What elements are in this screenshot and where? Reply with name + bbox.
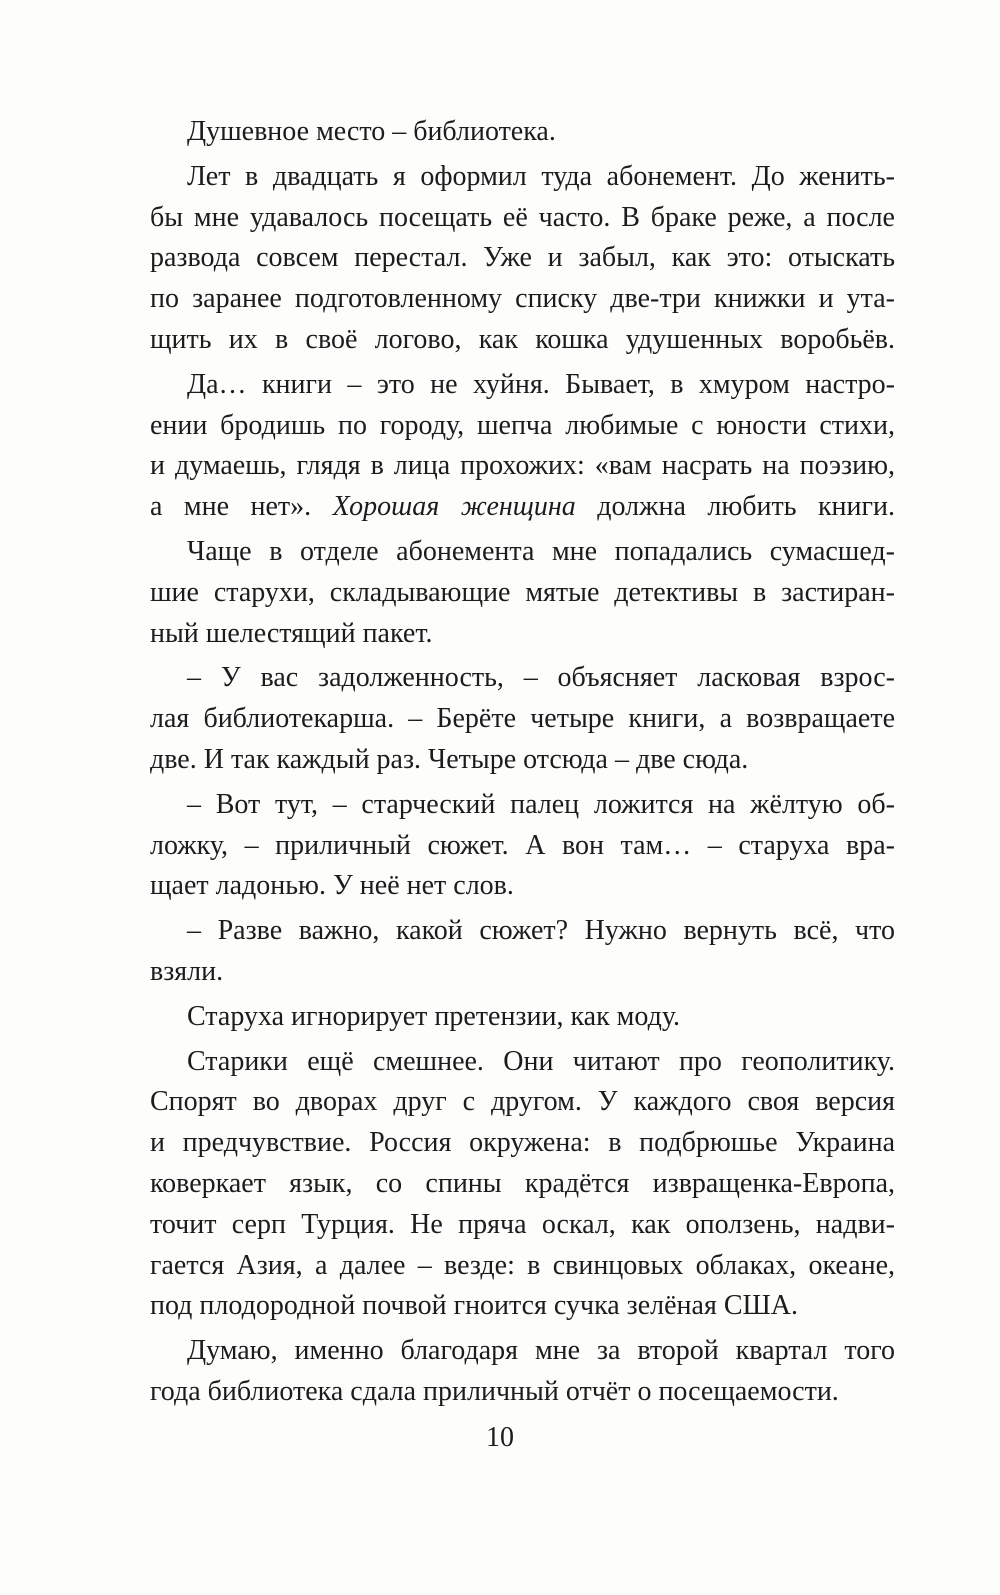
paragraph-6 bbox=[150, 785, 895, 907]
text-line: взяли. bbox=[150, 955, 224, 987]
paragraph-2 bbox=[150, 157, 895, 361]
text-line: ный шелестящий пакет. bbox=[150, 617, 433, 649]
text-line: развода совсем перестал. Уже и забыл, как это: отыскать bbox=[150, 242, 895, 274]
text-line: Чаще в отделе абонемента мне попадались сумасшед- bbox=[187, 535, 895, 567]
text-line: лая библиотекарша. – Берёте четыре книги, а возвращаете bbox=[150, 703, 895, 735]
text-line: шие старухи, складывающие мятые детективы в застиран- bbox=[150, 576, 895, 608]
paragraph-10 bbox=[150, 1331, 895, 1413]
text-fragment: а мне нет». bbox=[150, 491, 333, 523]
text-line: – У вас задолженность, – объясняет ласковая взрос- bbox=[187, 662, 895, 694]
paragraph-7 bbox=[150, 911, 895, 993]
page-number: 10 bbox=[486, 1422, 514, 1453]
text-line: ении бродишь по городу, шепча любимые с юности стихи, bbox=[150, 409, 895, 441]
paragraph-4 bbox=[150, 532, 895, 654]
text-line: Душевное место – библиотека. bbox=[187, 116, 556, 147]
text-line: точит серп Турция. Не пряча оскал, как оползень, надви- bbox=[150, 1208, 895, 1240]
text-line: бы мне удавалось посещать её часто. В браке реже, а после bbox=[150, 201, 895, 233]
text-line: Старики ещё смешнее. Они читают про геополитику. bbox=[187, 1045, 895, 1077]
text-line: ложку, – приличный сюжет. А вон там… – старуха вра- bbox=[150, 829, 895, 861]
page-body-text bbox=[150, 112, 895, 1413]
paragraph-3 bbox=[150, 365, 895, 528]
text-line: Лет в двадцать я оформил туда абонемент. До женить- bbox=[187, 160, 895, 192]
text-line: Думаю, именно благодаря мне за второй квартал того bbox=[187, 1335, 895, 1367]
paragraph-8 bbox=[150, 997, 895, 1038]
text-line: щает ладонью. У неё нет слов. bbox=[150, 870, 514, 902]
text-line: под плодородной почвой гноится сучка зелёная США. bbox=[150, 1290, 798, 1322]
text-line: коверкает язык, со спины крадётся извращенка-Европа, bbox=[150, 1167, 895, 1199]
text-line: и думаешь, глядя в лица прохожих: «вам насрать на поэзию, bbox=[150, 450, 895, 482]
text-line: Да… книги – это не хуйня. Бывает, в хмуром настро- bbox=[187, 368, 895, 400]
paragraph-9 bbox=[150, 1042, 895, 1328]
text-line: – Вот тут, – старческий палец ложится на жёлтую об- bbox=[187, 788, 895, 820]
text-line: Старуха игнорирует претензии, как моду. bbox=[187, 1000, 681, 1032]
text-line: года библиотека сдала приличный отчёт о посещаемости. bbox=[150, 1375, 839, 1407]
text-line: – Разве важно, какой сюжет? Нужно вернуть всё, что bbox=[187, 915, 895, 947]
text-line: гается Азия, а далее – везде: в свинцовых облаках, океане, bbox=[150, 1249, 895, 1281]
text-line: и предчувствие. Россия окружена: в подбрюшье Украина bbox=[150, 1127, 895, 1159]
text-line: по заранее подготовленному списку две-три книжки и ута- bbox=[150, 283, 895, 315]
paragraph-5 bbox=[150, 658, 895, 780]
italic-phrase: Хорошая женщина bbox=[332, 491, 576, 523]
text-line: две. И так каждый раз. Четыре отсюда – две сюда. bbox=[150, 743, 749, 775]
text-fragment: должна любить книги. bbox=[575, 491, 895, 523]
text-line-mixed bbox=[150, 487, 895, 528]
paragraph-1 bbox=[150, 112, 895, 153]
text-line: щить их в своё логово, как кошка удушенных воробьёв. bbox=[150, 323, 895, 355]
text-line: Спорят во дворах друг с другом. У каждого своя версия bbox=[150, 1086, 895, 1118]
